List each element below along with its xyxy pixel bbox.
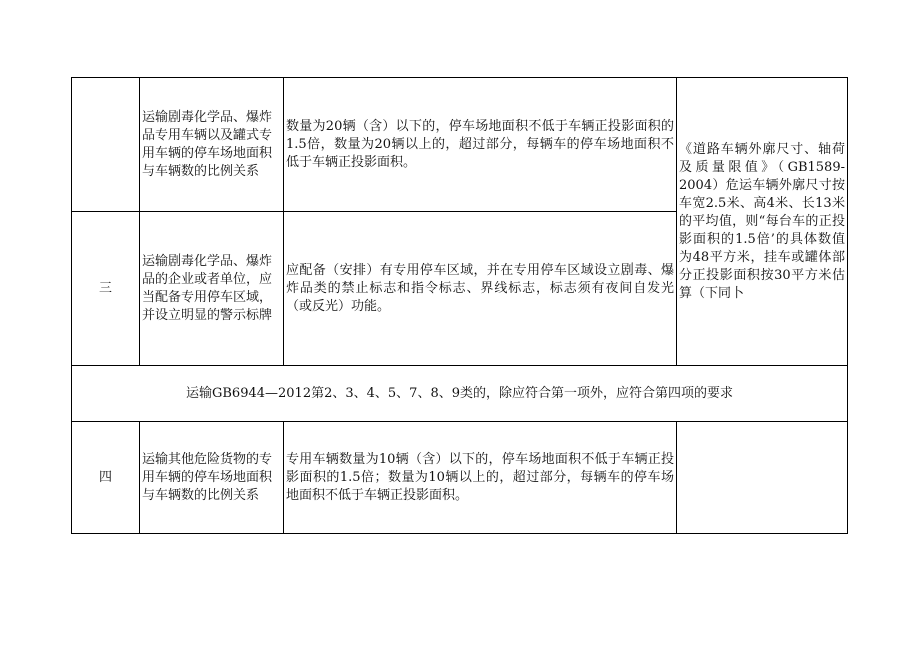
requirement-cell: 应配备（安排）有专用停车区域，并在专用停车区域设立剧毒、爆炸品类的禁止标志和指令标志、界线标志，标志须有夜间自发光（或反光）功能。	[284, 212, 677, 366]
table-row	[72, 422, 848, 534]
table-row	[72, 366, 848, 422]
item-cell: 运输其他危险货物的专用车辆的停车场地面积与车辆数的比例关系	[140, 422, 284, 534]
requirements-table	[71, 77, 848, 534]
table-row	[72, 78, 848, 212]
row-number	[72, 78, 140, 212]
note-cell: 《道路车辆外廓尺寸、轴荷及质量限值》（GB1589-2004）危运车辆外廓尺寸按车宽2.5米、高4米、长13米的平均值，则“每台车的正投影面积的1.5倍’的具体数值为48平方米，挂车或罐体部分正投影面积按30平方米估算（下同卜	[677, 78, 848, 366]
requirement-cell: 数量为20辆（含）以下的，停车场地面积不低于车辆正投影面积的1.5倍，数量为20辆以上的，超过部分，每辆车的停车场地面积不低于车辆正投影面积。	[284, 78, 677, 212]
item-cell: 运输剧毒化学品、爆炸品专用车辆以及罐式专用车辆的停车场地面积与车辆数的比例关系	[140, 78, 284, 212]
row-number: 三	[72, 212, 140, 366]
note-cell	[677, 422, 848, 534]
row-number: 四	[72, 422, 140, 534]
merged-requirement-cell: 运输GB6944—2012第2、3、4、5、7、8、9类的，除应符合第一项外，应符合第四项的要求	[72, 366, 848, 422]
item-cell: 运输剧毒化学品、爆炸品的企业或者单位，应当配备专用停车区域，并设立明显的警示标牌	[140, 212, 284, 366]
requirement-cell: 专用车辆数量为10辆（含）以下的，停车场地面积不低于车辆正投影面积的1.5倍；数量为10辆以上的，超过部分，每辆车的停车场地面积不低于车辆正投影面积。	[284, 422, 677, 534]
